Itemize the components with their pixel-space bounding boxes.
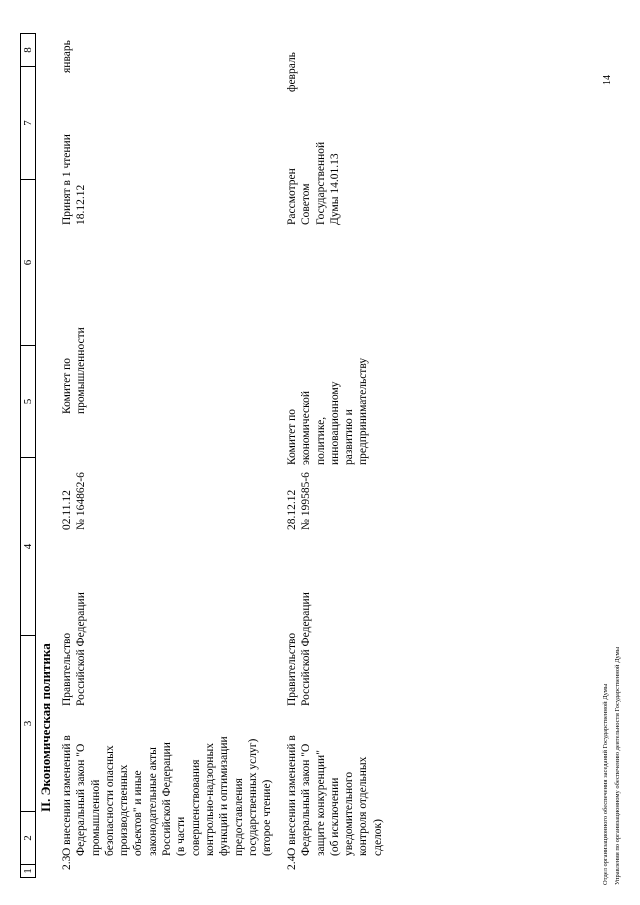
bill-title: О внесении изменений в Федеральный закон "О промышленной безопасности опасных производственных объектов" и иные законодательные акты Российской Федерации (в части совершенствования контрольно-надзорных функций и оптимизации предоставления государственных услуг) (второе чтение) <box>61 735 274 856</box>
column-number-3: 3 <box>21 636 35 812</box>
column-number-8: 8 <box>21 33 35 67</box>
planned-month: февраль <box>286 52 298 92</box>
footer-line-1: Отдел организационного обеспечения заседаний Государственной Думы <box>602 683 609 885</box>
column-number-5: 5 <box>21 346 35 458</box>
planned-month: январь <box>61 40 73 73</box>
column-number-7: 7 <box>21 67 35 180</box>
column-number-6: 6 <box>21 180 35 346</box>
bill-title: О внесении изменений в Федеральный закон "О защите конкуренции" (об исключении уведомительного контроля отдельных сделок) <box>286 735 384 856</box>
bill-status: Принят в 1 чтении 18.12.12 <box>61 134 88 225</box>
footer-line-2: Управления по организационному обеспечению деятельности Государственной Думы <box>614 646 621 885</box>
responsible-committee: Комитет по промышленности <box>61 327 88 414</box>
column-number-header <box>20 33 36 878</box>
column-number-2: 2 <box>21 812 35 865</box>
page-number: 14 <box>602 75 613 85</box>
row-number: 2.3 <box>61 855 73 870</box>
section-title: II. Экономическая политика <box>38 643 53 812</box>
bill-initiator: Правительство Российской Федерации <box>286 592 313 706</box>
bill-status: Рассмотрен Советом Государственной Думы 14.01.13 <box>286 141 341 225</box>
bill-date-number: 02.11.12 № 164862-6 <box>61 472 88 530</box>
column-number-4: 4 <box>21 458 35 636</box>
responsible-committee: Комитет по экономической политике, инновационному развитию и предпринимательству <box>286 357 370 465</box>
column-number-1: 1 <box>21 865 35 878</box>
row-number: 2.4 <box>286 855 298 870</box>
bill-initiator: Правительство Российской Федерации <box>61 592 88 706</box>
bill-date-number: 28.12.12 № 199585-6 <box>286 472 313 530</box>
